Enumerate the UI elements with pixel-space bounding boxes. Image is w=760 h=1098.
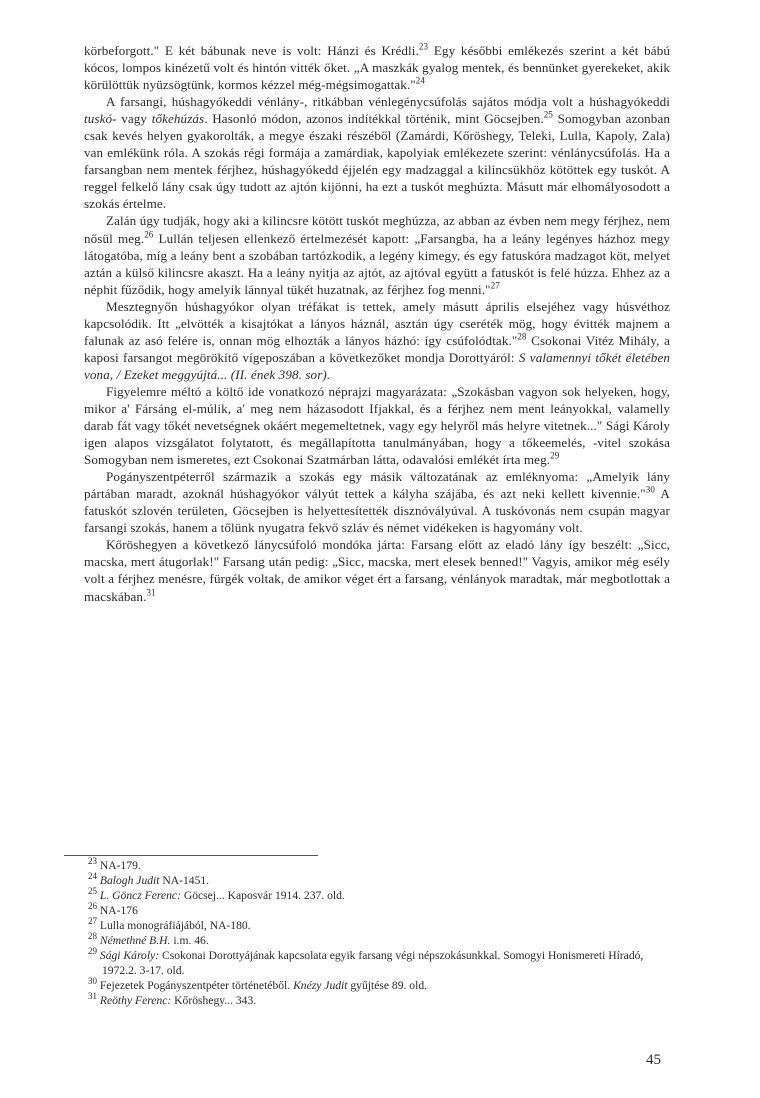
footnote (88, 918, 668, 933)
italic-text: Knézy Judit (293, 979, 348, 993)
footnote-number: 31 (88, 991, 97, 1002)
paragraph (84, 212, 670, 297)
footnote (88, 948, 668, 978)
footnotes (88, 858, 668, 1008)
text-run: Csokonai Vitéz Mihály, a kaposi farsangot megörökítő vígeposzában a következőket mondja Dorottyáról: (84, 332, 671, 365)
page-number: 45 (646, 1052, 661, 1068)
paragraph (84, 93, 670, 212)
italic-text: tőkehúzás (151, 111, 205, 127)
italic-text: Sági Károly: (99, 949, 160, 963)
footnote-separator (64, 855, 318, 856)
text-run: NA-1451. (159, 874, 210, 888)
text-run: Fejezetek Pogányszentpéter történetéből. (99, 979, 294, 993)
italic-text: L. Göncz Ferenc: (99, 889, 181, 903)
footnote (88, 858, 668, 873)
footnote-ref: 31 (146, 587, 156, 598)
footnote-number: 23 (88, 856, 97, 867)
text-run: Zalán úgy tudják, hogy aki a kilincsre kötött tuskót meghúzza, az abban az évben nem megy férjhez, nem nősül meg. (84, 213, 670, 246)
footnote-number: 27 (88, 916, 97, 927)
footnote-ref: 24 (415, 75, 425, 86)
footnote (88, 888, 668, 903)
text-run: gyűjtése 89. old. (347, 979, 428, 993)
text-run: A farsangi, húshagyókeddi vénlány-, ritkábban vénlegénycsúfolás sajátos módja volt a húshagyókeddi (106, 94, 670, 110)
italic-text: S valamennyi tőkét életében vona, / Ezeket meggyújtá... (II. ének 398. sor). (84, 349, 671, 382)
text-run: Csokonai Dorottyájának kapcsolata egyik farsang végi népszokásunkkal. Somogyi Honismereti Híradó, 1972.2. 3-17. old. (102, 949, 644, 978)
footnote (88, 873, 668, 888)
footnote-number: 30 (88, 976, 97, 987)
footnote-ref: 25 (543, 109, 553, 120)
text-run: A fatuskót szlovén területen, Göcsejben is helyettesítették disznóvályúval. A tuskóvonás nem csupán magyar farsangi szokás, hanem a tőlünk nyugatra fekvő szláv és német vidékeken is hagyomány volt. (84, 486, 670, 536)
text-run: Göcsej... Kaposvár 1914. 237. old. (180, 889, 345, 903)
footnote-number: 26 (88, 901, 97, 912)
italic-text: Némethné B.H. (99, 934, 171, 948)
text-run: . Hasonló módon, azonos indítékkal történik, mint Göcsejben. (204, 111, 544, 127)
footnote-ref: 28 (517, 331, 527, 342)
paragraph (84, 468, 670, 536)
footnote-ref: 23 (418, 41, 429, 52)
text-run: - vagy (112, 111, 152, 127)
text-run: Mesztegnyőn húshagyókor olyan tréfákat is tettek, amely másutt április elsejéhez vagy húsvéthoz kapcsolódik. Itt „elvötték a kisajtókat a lányos háznál, asztán úgy cseréték mög, hogy évitték majnem a falunak az asó felére is, onnan mög elhozták a lányos házhó: így csúfolódtak." (84, 298, 670, 348)
footnote-number: 28 (88, 931, 97, 942)
main-text (84, 42, 670, 605)
footnote-number: 29 (88, 946, 97, 957)
italic-text: tuskó (84, 111, 113, 127)
footnote (88, 903, 668, 918)
footnote (88, 993, 668, 1008)
footnote (88, 933, 668, 948)
text-run: Kőröshegyen a következő lánycsúfoló mondóka járta: Farsang előtt az eladó lány így beszélt: „Sicc, macska, mert átugorlak!" Farsang után pedig: „Sicc, macska, mert elesek benned!" Vagyis, amikor még esély volt a férjhez menésre, fürgék voltak, de amikor véget ért a farsang, vénlányok maradtak, már megbotlottak a macskában. (84, 537, 670, 604)
text-run: NA-179. (99, 859, 141, 872)
text-run: NA-176 (99, 904, 138, 918)
footnote-ref: 26 (144, 229, 154, 240)
text-run: i.m. 46. (170, 934, 209, 948)
text-run: Lullán teljesen ellenkező értelmezését kapott: „Farsangba, ha a leány legényes házhoz megy látogatóba, míg a leány bent a szobában tartózkodik, a legény kimegy, és egy fatuskóra madzagot köt, melyet aztán a külső kilincsre akaszt. Ha a leány nyitja az ajtót, az ajtóval együtt a fatuskót is felé húzza. Ehhez az a néphit fűződik, hogy amelyik lánnyal tükét huzatnak, az férjhez fog menni." (84, 230, 671, 297)
footnote-number: 24 (88, 871, 97, 882)
footnote (88, 978, 668, 993)
text-run: Kőröshegy... 343. (171, 994, 257, 1008)
paragraph (84, 298, 670, 383)
footnote-number: 25 (88, 886, 97, 897)
text-run: körbeforgott." E két bábunak neve is volt: Hánzi és Krédli. (84, 43, 419, 58)
text-run: Pogányszentpéterről származik a szokás egy másik változatának az emléknyoma: „Amelyik lány pártában maradt, azoknál húshagyókor vályút tettek a kályha szájába, és azt neki kellett kivennie." (84, 469, 670, 502)
paragraph (84, 536, 670, 604)
footnote-ref: 30 (645, 484, 655, 495)
text-run: Egy későbbi emlékezés szerint a két bábú kócos, lompos kinézetű volt és hintón vitték őket. „A maszkák gyalog mentek, és bennünket gyerekeket, akik körülöttük nyüzsögtünk, kormos kézzel még-mégsimogattak." (84, 43, 670, 93)
italic-text: Reöthy Ferenc: (99, 994, 172, 1008)
footnote-ref: 27 (490, 280, 500, 291)
text-run: Somogyban azonban csak kevés helyen gyakorolták, a megye északi részéből (Zamárdi, Kőröshegy, Teleki, Lulla, Kapoly, Zala) van emlékünk róla. A szokás régi formája a zamárdiak, kapolyiak emlékezete szerint: vénlánycsúfolás. Ha a farsangban nem mentek férjhez, húshagyókedd éjjelén egy madzaggal a kilincsükhöz kötöttek egy tuskót. A reggel felkelő lány csak úgy tudott az ajtón kijönni, ha ezt a tuskót meghúzta. Másutt már elhomályosodott a szokás értelme. (84, 111, 671, 212)
text-run: Figyelemre méltó a költő ide vonatkozó néprajzi magyarázata: „Szokásban vagyon sok helyeken, hogy, mikor a' Fársáng el-múlik, a' meg nem házasodott Ifjakkal, és a férjhez nem ment leányokkal, valamelly darab fát vagy tőkét nevetségnek okáért megemeltetnek, vagy egy helyről más helyre vitetnek..." Sági Károly igen alapos vizsgálatot folytatott, és megállapította tanulmányában, hogy a tőkeemelés, -vitel szokása Somogyban nem ismeretes, ezt Csokonai Szatmárban látta, odavalósi emlékét írta meg. (84, 383, 670, 468)
text-run: Lulla monográfiájából, NA-180. (99, 919, 251, 933)
paragraph (84, 383, 670, 468)
paragraph (84, 42, 670, 93)
footnote-ref: 29 (550, 450, 560, 461)
italic-text: Balogh Judit (99, 874, 160, 888)
